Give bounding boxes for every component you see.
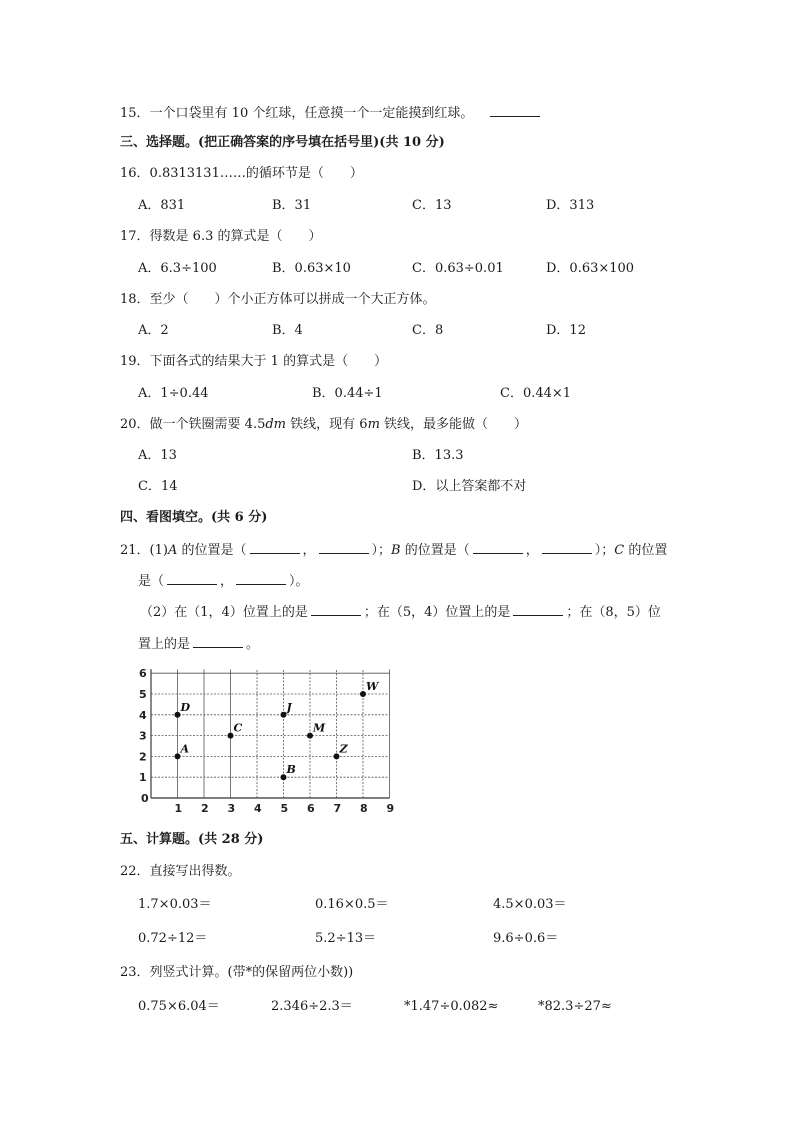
q21-text: ）。 [289, 574, 309, 589]
q19-option-c[interactable]: C．0.44×1 [500, 386, 572, 401]
q22-item-1: 1.7×0.03＝ [138, 897, 212, 912]
question-21-part2 [140, 603, 661, 622]
unit-dm: dm [265, 417, 287, 432]
grid-point-label-b: B [286, 763, 296, 777]
q18-option-a[interactable]: A．2 [138, 323, 169, 338]
q23-item-4: *82.3÷27≈ [538, 999, 612, 1014]
grid-point-label-m: M [313, 721, 326, 735]
q17-option-b[interactable]: B．0.63×10 [272, 261, 351, 276]
q16-option-b[interactable]: B．31 [272, 198, 312, 213]
x-tick-label: 6 [307, 802, 315, 815]
q21-text: ）； [371, 543, 392, 558]
q18-option-c[interactable]: C．8 [412, 323, 444, 338]
section-4-title: 四、看图填空。(共 6 分) [120, 510, 268, 525]
answer-blank[interactable] [490, 104, 540, 117]
answer-blank[interactable] [513, 603, 563, 616]
answer-blank[interactable] [311, 603, 361, 616]
answer-blank[interactable] [542, 541, 592, 554]
x-tick-label: 8 [360, 802, 368, 815]
point-c-label: C [614, 543, 625, 558]
x-tick-label: 3 [227, 802, 236, 815]
q17-option-c[interactable]: C．0.63÷0.01 [412, 261, 504, 276]
section-5-title: 五、计算题。(共 28 分) [120, 832, 264, 847]
question-21-part2-cont [138, 635, 259, 654]
q19-option-b[interactable]: B．0.44÷1 [312, 386, 383, 401]
q21-text: ；在（5，4）位置上的是 [363, 605, 511, 620]
q21-comma: ， [302, 543, 316, 558]
q22-item-2: 0.16×0.5＝ [315, 897, 389, 912]
q18-option-b[interactable]: B．4 [272, 323, 303, 338]
q16-option-d[interactable]: D．313 [546, 198, 595, 213]
section-3-title: 三、选择题。(把正确答案的序号填在括号里)(共 10 分) [120, 135, 445, 150]
q21-text: 的位置是（ [177, 543, 247, 558]
q20-option-d[interactable]: D．以上答案都不对 [412, 479, 527, 494]
y-tick-label: 1 [139, 771, 147, 785]
grid-point-label-c: C [233, 721, 243, 735]
q20-option-a[interactable]: A．13 [138, 448, 177, 463]
q21-text: 。 [246, 637, 260, 652]
q21-label: 21．(1) [120, 543, 168, 558]
x-tick-label: 1 [174, 802, 183, 815]
question-21-part1 [120, 541, 667, 560]
question-18: 18．至少（ ）个小正方体可以拼成一个大正方体。 [120, 292, 436, 307]
y-tick-label: 6 [139, 667, 147, 681]
q16-option-c[interactable]: C．13 [412, 198, 452, 213]
q21-text: 是（ [138, 574, 165, 589]
q21-text: ；在（8，5）位 [566, 605, 661, 620]
y-tick-label: 5 [139, 688, 147, 701]
answer-blank[interactable] [250, 541, 300, 554]
question-17: 17．得数是 6.3 的算式是（ ） [120, 229, 322, 244]
q19-option-a[interactable]: A．1÷0.44 [138, 386, 209, 401]
unit-m: m [367, 417, 380, 432]
grid-point-label-a: A [180, 742, 190, 756]
q23-item-1: 0.75×6.04＝ [138, 999, 220, 1014]
x-tick-label: 5 [280, 802, 289, 815]
q21-text: ）； [594, 543, 615, 558]
x-tick-label: 0 [141, 792, 149, 805]
q20-option-b[interactable]: B．13.3 [412, 448, 464, 463]
point-b-label: B [391, 543, 401, 558]
question-16: 16．0.8313131……的循环节是（ ） [120, 166, 363, 181]
q21-comma: ， [525, 543, 539, 558]
answer-blank[interactable] [193, 635, 243, 648]
grid-point-label-w: W [366, 680, 379, 693]
q22-item-4: 0.72÷12＝ [138, 931, 208, 946]
question-22: 22．直接写出得数。 [120, 864, 241, 879]
q23-item-2: 2.346÷2.3＝ [271, 999, 353, 1014]
answer-blank[interactable] [473, 541, 523, 554]
q23-item-3: *1.47÷0.082≈ [404, 999, 499, 1014]
q21-text: （2）在（1，4）位置上的是 [140, 605, 308, 620]
question-21-part1-cont [138, 572, 309, 591]
q18-option-d[interactable]: D．12 [546, 323, 586, 338]
answer-blank[interactable] [319, 541, 369, 554]
coordinate-grid [134, 666, 404, 816]
q22-item-3: 4.5×0.03＝ [493, 897, 567, 912]
question-20 [120, 416, 527, 434]
x-tick-label: 7 [333, 802, 342, 815]
x-tick-label: 4 [254, 802, 262, 815]
y-tick-label: 2 [139, 750, 147, 764]
y-tick-label: 4 [139, 708, 147, 722]
answer-blank[interactable] [236, 572, 286, 585]
q21-text: 的位置是（ [400, 543, 470, 558]
question-15-text: 15．一个口袋里有 10 个红球，任意摸一个一定能摸到红球。 [120, 106, 474, 121]
q21-text: 的位置 [624, 543, 668, 558]
q17-option-d[interactable]: D．0.63×100 [546, 261, 635, 276]
x-tick-label: 9 [386, 802, 395, 815]
q21-comma: ， [220, 574, 234, 589]
grid-point-label-d: D [180, 700, 191, 714]
answer-blank[interactable] [167, 572, 217, 585]
y-tick-label: 3 [139, 729, 147, 743]
q22-item-5: 5.2÷13＝ [315, 931, 377, 946]
point-a-label: A [167, 543, 178, 558]
q20-option-c[interactable]: C．14 [138, 479, 178, 494]
grid-point-label-z: Z [339, 742, 348, 756]
question-20-text-a: 20．做一个铁圈需要 4.5 [120, 417, 266, 432]
grid-point-label-j: J [286, 700, 292, 714]
q16-option-a[interactable]: A．831 [138, 198, 186, 213]
question-23: 23．列竖式计算。(带*的保留两位小数)) [120, 965, 354, 980]
question-15 [120, 104, 543, 123]
q17-option-a[interactable]: A．6.3÷100 [138, 261, 217, 276]
q22-item-6: 9.6÷0.6＝ [493, 931, 559, 946]
x-tick-label: 2 [201, 802, 209, 815]
q21-text: 置上的是 [138, 637, 191, 652]
question-19: 19．下面各式的结果大于 1 的算式是（ ） [120, 354, 388, 369]
question-20-text-c: 铁线，最多能做（ ） [379, 417, 528, 432]
question-20-text-b: 铁线，现有 6 [286, 417, 368, 432]
